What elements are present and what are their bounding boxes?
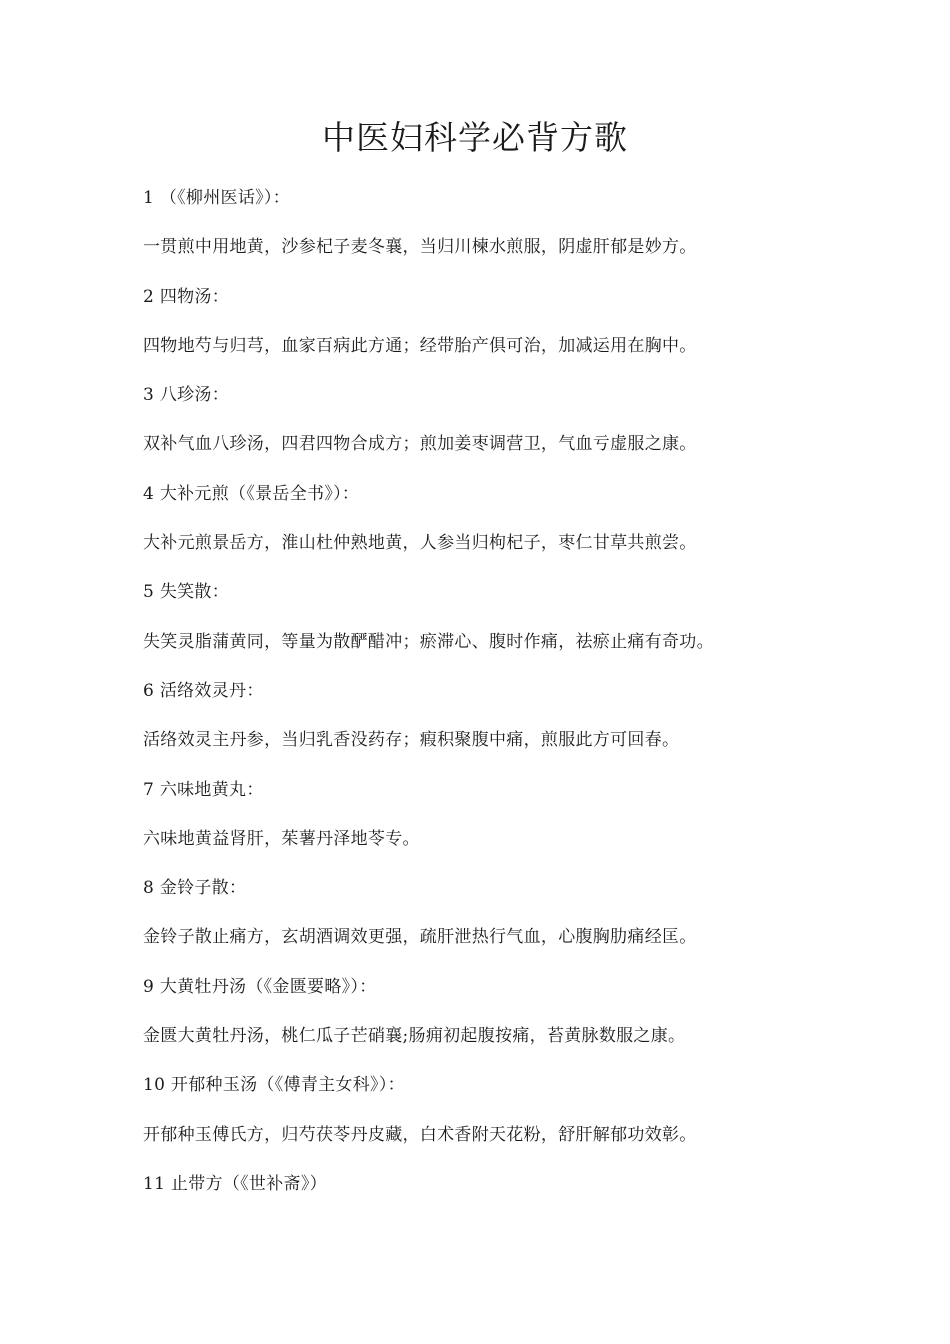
formula-heading: 8 金铃子散： — [143, 878, 247, 899]
formula-verse: 一贯煎中用地黄，沙参杞子麦冬襄，当归川楝水煎服，阴虚肝郁是妙方。 — [143, 237, 697, 258]
formula-heading: 6 活络效灵丹： — [143, 680, 264, 701]
formula-verse: 大补元煎景岳方，淮山杜仲熟地黄，人参当归枸杞子，枣仁甘草共煎尝。 — [143, 533, 697, 554]
formula-heading: 10 开郁种玉汤（《傅青主女科》）： — [143, 1075, 405, 1096]
formula-verse: 活络效灵主丹参，当归乳香没药存；瘕积聚腹中痛，煎服此方可回春。 — [143, 730, 680, 751]
formula-list — [143, 180, 883, 1215]
formula-heading: 7 六味地黄丸： — [143, 779, 264, 800]
formula-heading: 11 止带方（《世补斋》） — [143, 1173, 327, 1194]
formula-heading: 4 大补元煎（《景岳全书》）： — [143, 483, 360, 504]
formula-verse: 开郁种玉傅氏方，归芍茯苓丹皮藏，白术香附天花粉，舒肝解郁功效彰。 — [143, 1124, 697, 1145]
formula-verse: 双补气血八珍汤，四君四物合成方；煎加姜枣调营卫，气血亏虚服之康。 — [143, 434, 697, 455]
formula-heading: 2 四物汤： — [143, 286, 230, 307]
page-title: 中医妇科学必背方歌 — [322, 118, 628, 157]
formula-verse: 四物地芍与归芎，血家百病此方通；经带胎产俱可治，加减运用在胸中。 — [143, 335, 697, 356]
formula-heading: 9 大黄牡丹汤（《金匮要略》）： — [143, 976, 377, 997]
formula-heading: 3 八珍汤： — [143, 385, 230, 406]
formula-verse: 金铃子散止痛方，玄胡酒调效更强，疏肝泄热行气血，心腹胸肋痛经匡。 — [143, 927, 697, 948]
formula-verse: 金匮大黄牡丹汤，桃仁瓜子芒硝襄;肠痈初起腹按痛，苔黄脉数服之康。 — [143, 1026, 686, 1047]
formula-heading: 1 （《柳州医话》）： — [143, 188, 291, 208]
formula-verse: 六味地黄益肾肝，茱薯丹泽地苓专。 — [143, 828, 420, 849]
formula-verse: 失笑灵脂蒲黄同，等量为散酽醋冲；瘀滞心、腹时作痛，祛瘀止痛有奇功。 — [143, 631, 714, 652]
formula-heading: 5 失笑散： — [143, 582, 230, 603]
